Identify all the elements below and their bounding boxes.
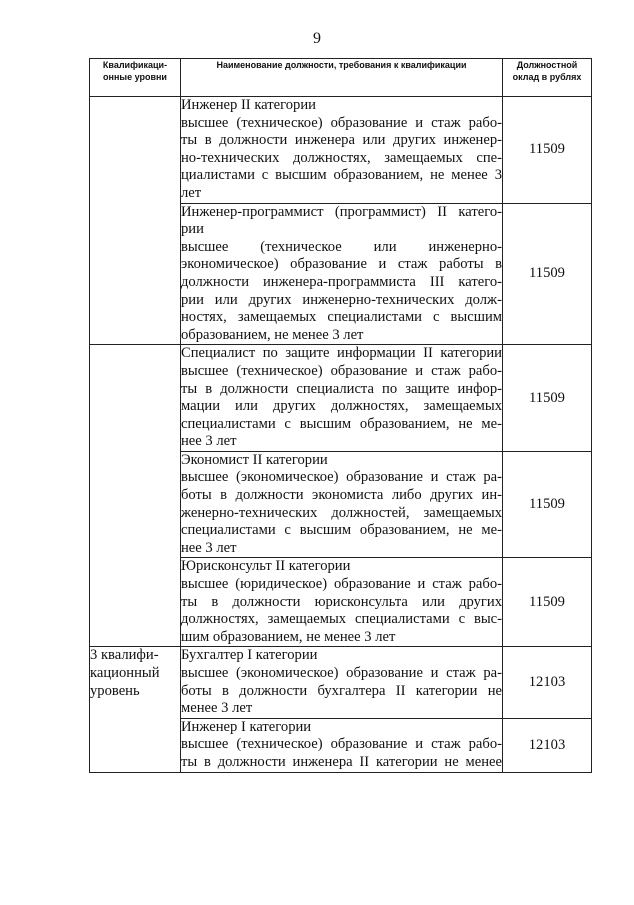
requirement-line: высшее (техническое или инженерно-	[181, 238, 502, 255]
requirement-line: мации или других должностях, замещаемых	[181, 398, 502, 415]
requirement-line: циалистами с высшим образованием, не менее 3	[181, 167, 502, 184]
requirement-line: нее 3 лет	[181, 539, 237, 556]
position-cell	[181, 97, 503, 204]
header-salary-line: Должностной	[516, 60, 578, 70]
level-cell	[90, 647, 181, 772]
position-title: Инженер I категории	[181, 718, 312, 735]
requirement-line: специалистами с высшим образованием, не ме-	[181, 522, 502, 539]
requirement-line: высшее (юридическое) образование и стаж рабо-	[181, 576, 502, 593]
requirement-line: высшее (техническое) образование и стаж рабо-	[181, 736, 502, 753]
requirement-line: лет	[181, 184, 202, 201]
salary-cell: 11509	[503, 203, 592, 345]
position-cell	[181, 451, 503, 558]
position-title: Юрисконсульт II категории	[181, 558, 351, 575]
salary-cell: 11509	[503, 97, 592, 204]
table-row	[90, 345, 592, 452]
position-title: Инженер II категории	[181, 97, 316, 113]
requirement-line: нее 3 лет	[181, 433, 237, 450]
salary-cell: 11509	[503, 451, 592, 558]
table-row	[90, 97, 592, 204]
position-title: Экономист II категории	[181, 451, 328, 468]
requirement-line: должностях, замещаемых специалистами с выс-	[181, 611, 502, 628]
requirement-line: ты в должности специалиста по защите инфор-	[181, 380, 502, 397]
header-level	[90, 59, 181, 97]
requirement-line: ты в должности юрисконсульта или других	[181, 593, 502, 610]
position-title: Бухгалтер I категории	[181, 647, 318, 664]
requirement-line: шим образованием, не менее 3 лет	[181, 628, 396, 645]
level-cell	[90, 97, 181, 345]
page-number: 9	[313, 30, 321, 47]
header-level-line: Квалификаци-	[102, 60, 168, 70]
header-salary-line: оклад в рублях	[512, 72, 582, 82]
position-title: Специалист по защите информации II категории	[181, 345, 502, 362]
requirement-line: боты в должности экономиста либо других ин-	[181, 487, 502, 504]
requirement-line: высшее (техническое) образование и стаж рабо-	[181, 114, 502, 131]
requirement-line: образованием, не менее 3 лет	[181, 326, 364, 343]
requirement-line: ты в должности инженера II категории не менее	[181, 753, 502, 770]
requirement-line: но-технических должностях, замещаемых спе-	[181, 149, 502, 166]
position-cell	[181, 647, 503, 718]
requirement-line: менее 3 лет	[181, 700, 253, 717]
header-level-line: онные уровни	[103, 72, 167, 82]
position-title: Инженер-программист (программист) II катего-	[181, 203, 502, 220]
requirement-line: ностях, замещаемых специалистами с высшим	[181, 309, 502, 326]
table-row	[90, 647, 592, 718]
header-salary	[503, 59, 592, 97]
salary-cell: 11509	[503, 558, 592, 647]
position-cell	[181, 345, 503, 452]
requirement-line: женерно-технических должностей, замещаемых	[181, 504, 502, 521]
position-cell	[181, 558, 503, 647]
salary-cell: 12103	[503, 647, 592, 718]
level-label-line: кационный	[90, 665, 160, 681]
requirement-line: высшее (техническое) образование и стаж рабо-	[181, 362, 502, 379]
qualification-table	[89, 58, 592, 773]
requirement-line: специалистами с высшим образованием, не ме-	[181, 415, 502, 432]
requirement-line: высшее (экономическое) образование и стаж ра-	[181, 665, 502, 681]
requirement-line: экономическое) образование и стаж работы в	[181, 256, 502, 273]
position-cell	[181, 718, 503, 772]
level-label-line: уровень	[90, 682, 140, 699]
level-cell	[90, 345, 181, 647]
table-header-row	[90, 59, 592, 97]
requirement-line: рии или других инженерно-технических долж-	[181, 291, 502, 308]
position-title-cont: рии	[181, 221, 204, 238]
level-label-line: 3 квалифи-	[90, 647, 159, 664]
salary-cell: 12103	[503, 718, 592, 772]
position-cell	[181, 203, 503, 345]
requirement-line: должности инженера-программиста III катего-	[181, 273, 502, 290]
salary-cell: 11509	[503, 345, 592, 452]
requirement-line: боты в должности бухгалтера II категории не	[181, 682, 502, 699]
requirement-line: высшее (экономическое) образование и стаж ра-	[181, 469, 502, 486]
header-position: Наименование должности, требования к квалификации	[181, 59, 503, 97]
requirement-line: ты в должности инженера или других инженер-	[181, 132, 502, 149]
